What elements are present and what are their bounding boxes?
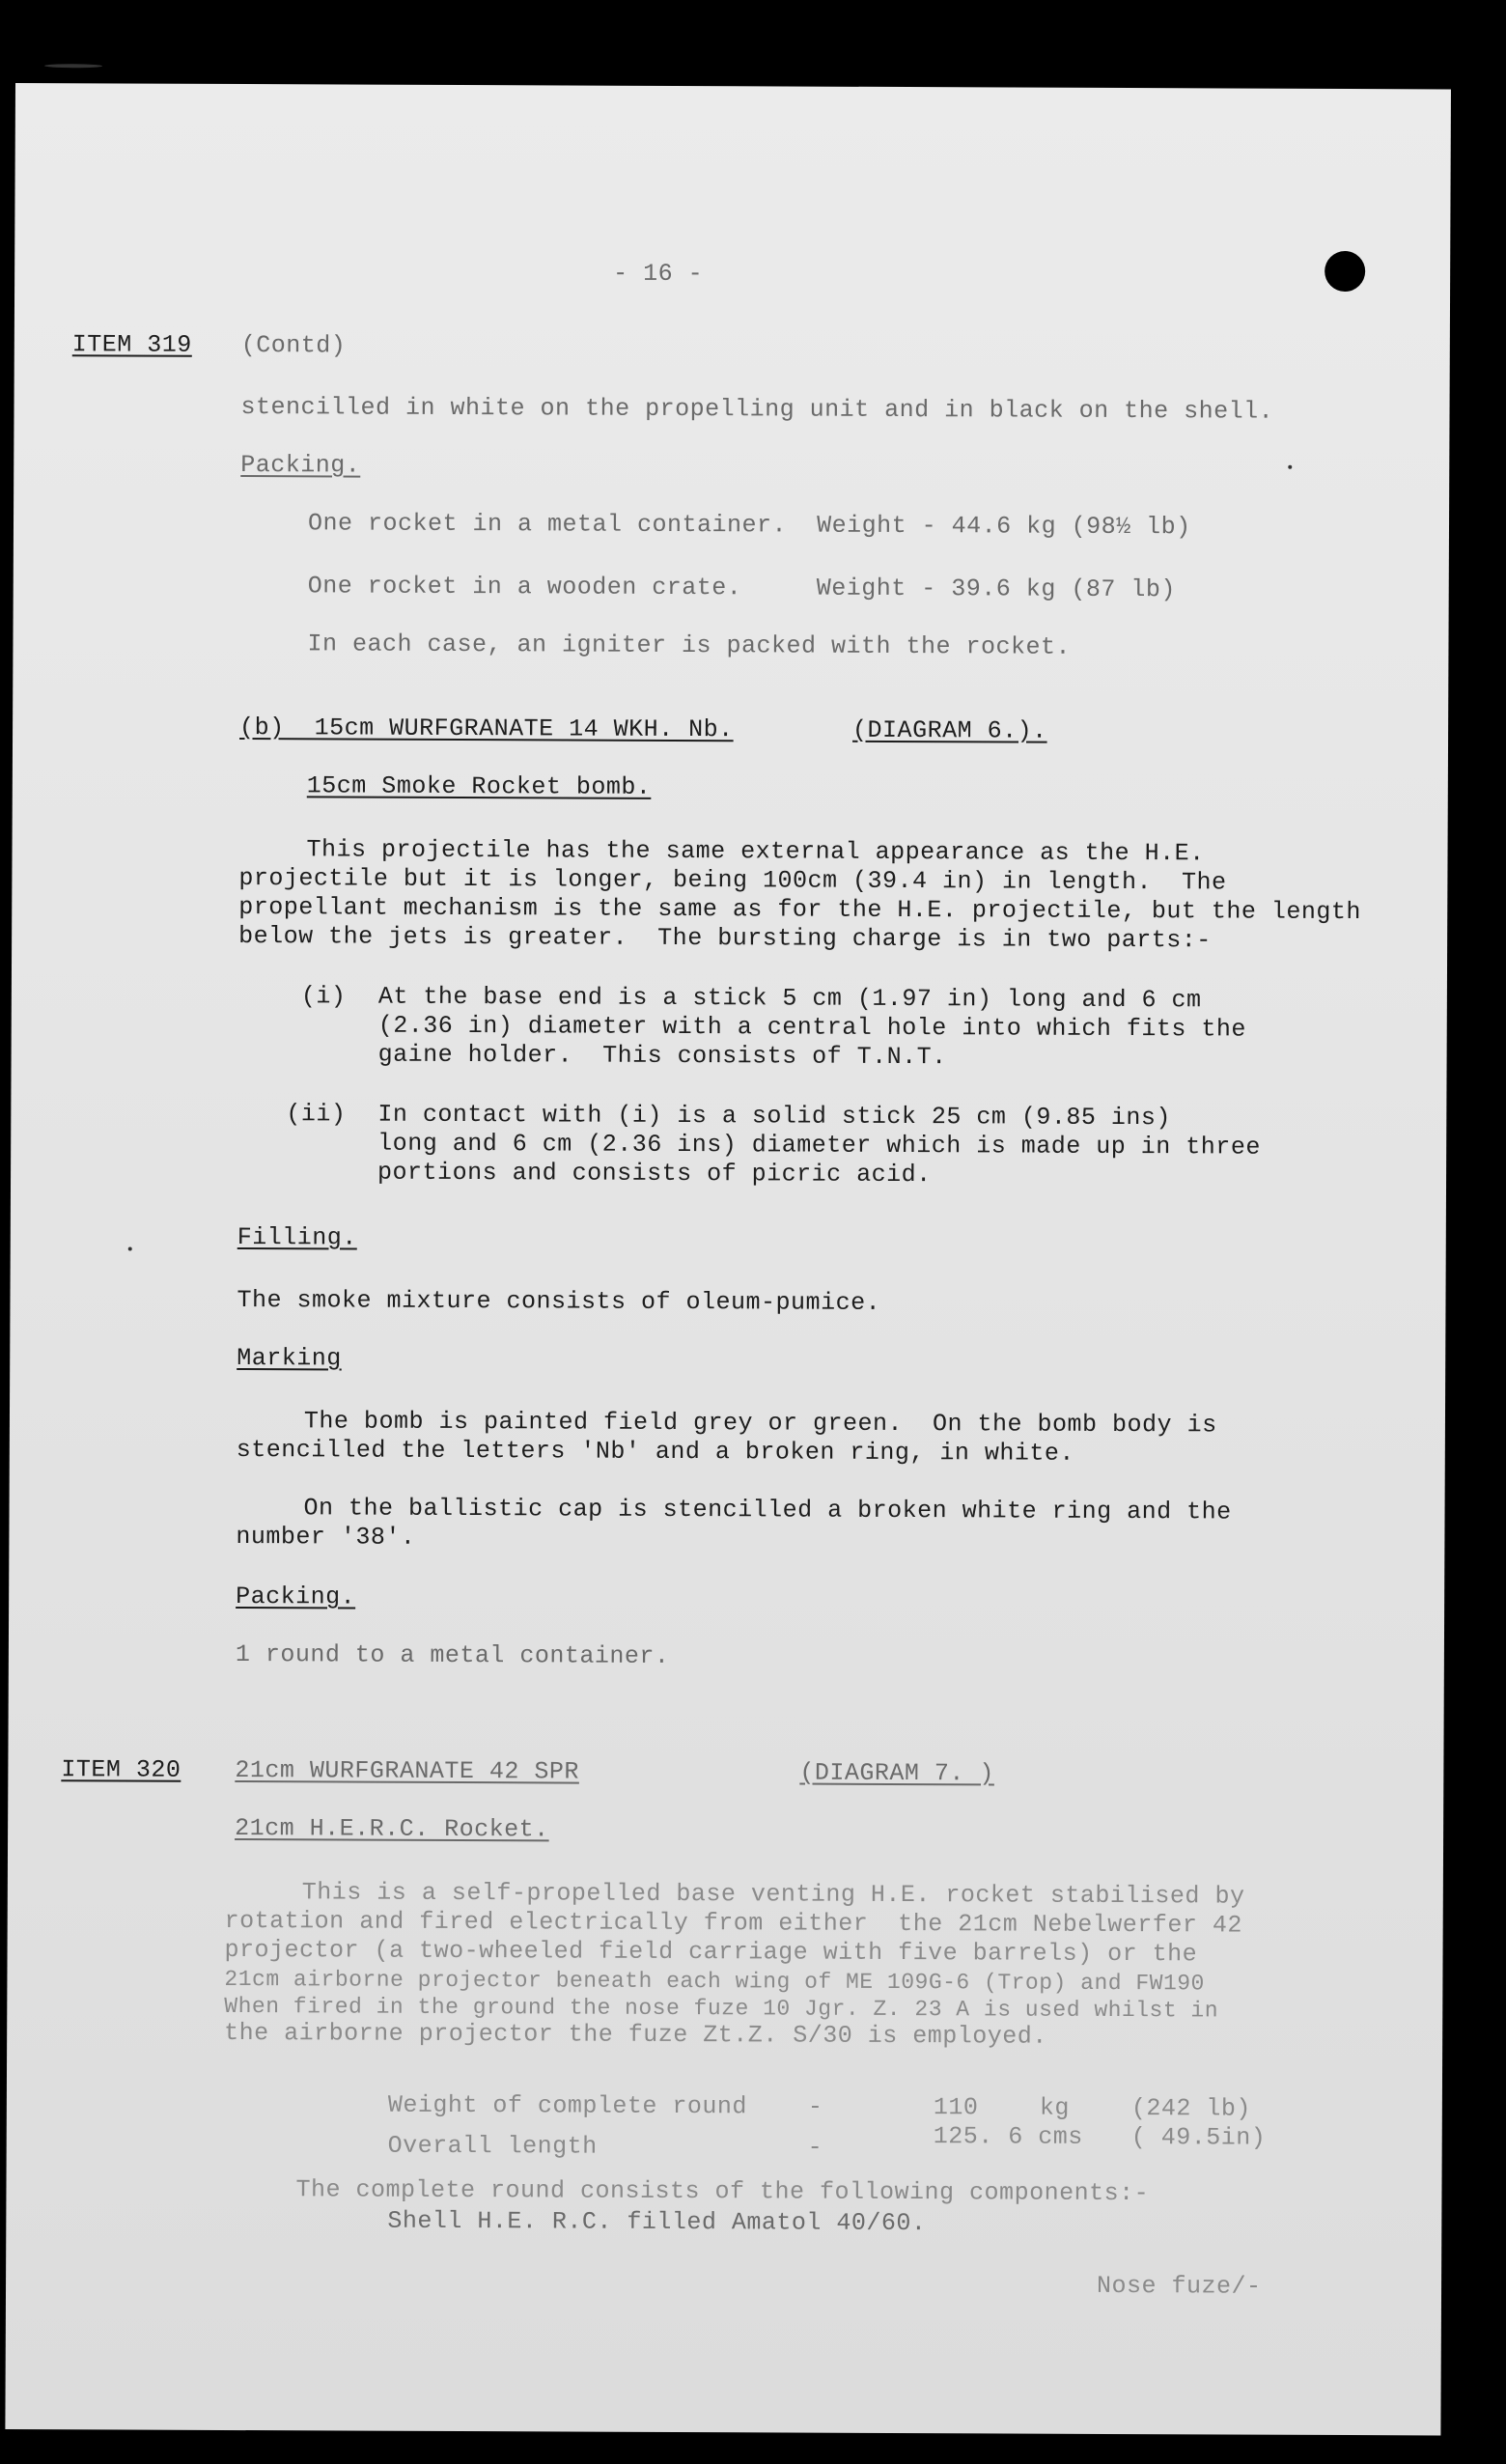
- paragraph-line: This is a self-propelled base venting H.E. rocket stabilised by: [301, 1878, 1245, 1911]
- catchword: Nose fuze/-: [1096, 2271, 1262, 2301]
- packing-heading: Packing.: [240, 451, 361, 480]
- section-b-subheading: 15cm Smoke Rocket bomb.: [306, 771, 652, 801]
- paragraph-line: projectile but it is longer, being 100cm (39.4 in) in length. The: [238, 864, 1227, 897]
- paragraph-line: This projectile has the same external appearance as the H.E.: [306, 835, 1205, 868]
- item-320-label: ITEM 320: [61, 1755, 181, 1784]
- packing-line-2: One rocket in a wooden crate. Weight - 39.6 kg (87 lb): [307, 572, 1176, 604]
- item-319-contd: (Contd): [240, 331, 347, 360]
- marking-line: number '38'.: [236, 1523, 416, 1552]
- paragraph-line: below the jets is greater. The bursting charge is in two parts:-: [238, 922, 1212, 955]
- paragraph-line: propellant mechanism is the same as for the H.E. projectile, but the length: [238, 893, 1362, 927]
- list-label-i: (i): [300, 982, 347, 1011]
- weight-label: Weight of complete round: [387, 2090, 747, 2121]
- filling-line: The smoke mixture consists of oleum-pumice.: [237, 1286, 881, 1317]
- item-319-label: ITEM 319: [71, 330, 192, 359]
- item-320-subheading: 21cm H.E.R.C. Rocket.: [235, 1814, 549, 1844]
- list-item-ii-line: portions and consists of picric acid.: [377, 1158, 932, 1190]
- paragraph-line: projector (a two-wheeled field carriage with five barrels) or the: [224, 1935, 1198, 1969]
- list-label-ii: (ii): [286, 1100, 347, 1129]
- list-item-ii-line: In contact with (i) is a solid stick 25 cm (9.85 ins): [377, 1100, 1172, 1133]
- marking-line: On the ballistic cap is stencilled a broken white ring and the: [303, 1494, 1232, 1526]
- section-b-diagram: (DIAGRAM 6.).: [852, 715, 1047, 745]
- length-alt: ( 49.5in): [1130, 2123, 1267, 2152]
- weight-dash: -: [807, 2092, 823, 2121]
- document-page: [5, 83, 1451, 2435]
- length-label: Overall length: [387, 2131, 598, 2161]
- list-item-i-line: At the base end is a stick 5 cm (1.97 in) long and 6 cm: [377, 982, 1202, 1015]
- stencil-line: stencilled in white on the propelling unit and in black on the shell.: [240, 393, 1274, 426]
- packing-line-3: In each case, an igniter is packed with the rocket.: [307, 630, 1072, 661]
- paragraph-line: the airborne projector the fuze Zt.Z. S/30 is employed.: [224, 2018, 1047, 2051]
- list-item-ii-line: long and 6 cm (2.36 ins) diameter which is made up in three: [377, 1129, 1261, 1162]
- components-line: The complete round consists of the following components:-: [295, 2175, 1150, 2208]
- marking-line: The bomb is painted field grey or green. On the bomb body is: [303, 1407, 1217, 1440]
- list-item-i-line: gaine holder. This consists of T.N.T.: [377, 1040, 947, 1072]
- paragraph-line: 21cm airborne projector beneath each wing of ME 109G-6 (Trop) and FW190: [224, 1966, 1205, 1997]
- section-b-heading: (b) 15cm WURFGRANATE 14 WKH. Nb.: [239, 714, 734, 744]
- shell-line: Shell H.E. R.C. filled Amatol 40/60.: [387, 2206, 927, 2238]
- weight-alt: (242 lb): [1130, 2094, 1251, 2123]
- page-mark: [1288, 465, 1292, 469]
- page-mark: [44, 64, 102, 68]
- packing-line-1: One rocket in a metal container. Weight - 44.6 kg (98½ lb): [307, 509, 1191, 542]
- weight-value: 110: [933, 2093, 979, 2122]
- packing-2-line: 1 round to a metal container.: [235, 1640, 670, 1670]
- item-320-diagram: (DIAGRAM 7. ): [799, 1758, 994, 1788]
- paragraph-line: rotation and fired electrically from either the 21cm Nebelwerfer 42: [224, 1906, 1242, 1940]
- page-mark: [128, 1247, 132, 1251]
- list-item-i-line: (2.36 in) diameter with a central hole into which fits the: [377, 1011, 1246, 1044]
- packing-2-heading: Packing.: [236, 1582, 356, 1611]
- page-number: - 16 -: [613, 259, 704, 289]
- weight-unit: kg: [1039, 2093, 1070, 2122]
- item-320-heading: 21cm WURFGRANATE 42 SPR: [235, 1756, 579, 1786]
- paragraph-line: When fired in the ground the nose fuze 10 Jgr. Z. 23 A is used whilst in: [224, 1993, 1219, 2024]
- length-value: 125. 6 cms: [933, 2122, 1083, 2151]
- filling-heading: Filling.: [237, 1223, 357, 1252]
- punch-hole: [1325, 251, 1365, 292]
- marking-line: stencilled the letters 'Nb' and a broken ring, in white.: [236, 1436, 1075, 1468]
- marking-heading: Marking: [237, 1344, 342, 1373]
- length-dash: -: [807, 2133, 823, 2162]
